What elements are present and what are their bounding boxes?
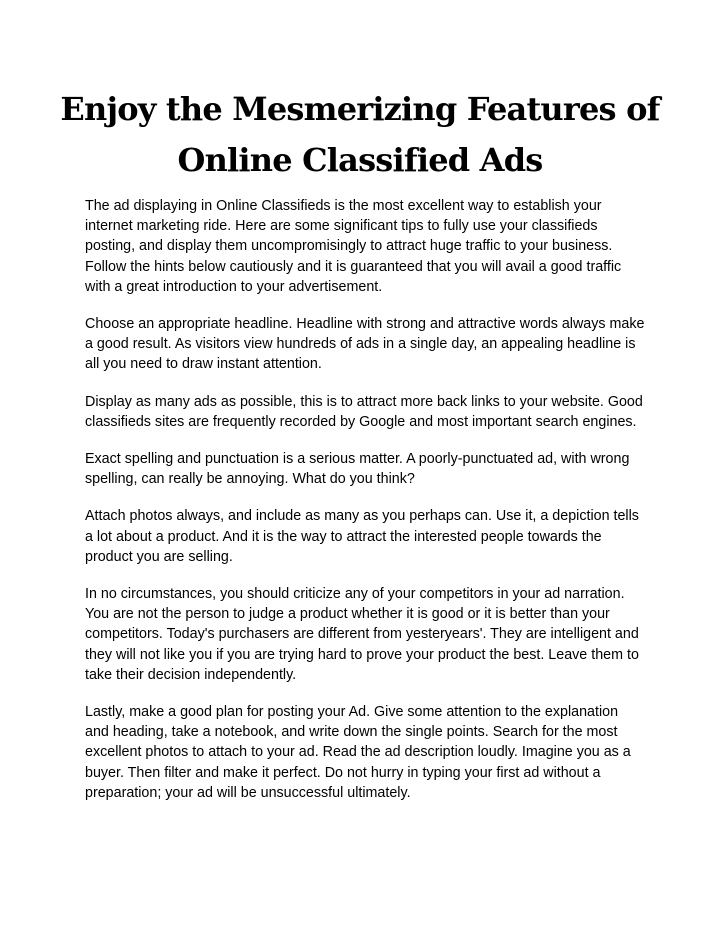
paragraph-photos-tip: Attach photos always, and include as many as you perhaps can. Use it, a depiction tells a lot about a product. And it is the way to attract the interested people towards the product you are selling. — [85, 508, 639, 565]
paragraph-headline-tip: Choose an appropriate headline. Headline with strong and attractive words always make a good result. As visitors view hundreds of ads in a single day, an appealing headline is all you need to draw instant attention. — [85, 316, 645, 373]
paragraph-planning-tip: Lastly, make a good plan for posting your Ad. Give some attention to the explanation and heading, take a notebook, and write down the single points. Search for the most excellent photos to attach to your ad. Read the ad description loudly. Imagine you as a buyer. Then filter and make it perfect. Do not hurry in typing your first ad without a preparation; your ad will be unsuccessful ultimately. — [85, 704, 631, 801]
paragraph-intro: The ad displaying in Online Classifieds is the most excellent way to establish your internet marketing ride. Here are some significant tips to fully use your classifieds posting, and display them uncompromisingly to attract huge traffic to your business. Follow the hints below cautiously and it is guaranteed that you will avail a good traffic with a great introduction to your advertisement. — [85, 198, 622, 295]
paragraph-many-ads-tip: Display as many ads as possible, this is to attract more back links to your website. Good classifieds sites are frequently recorded by Google and most important search engines. — [85, 393, 643, 430]
document-body — [85, 196, 645, 820]
paragraph-competitors-tip: In no circumstances, you should criticize any of your competitors in your ad narration. You are not the person to judge a product whether it is good or it is better than your competitors. Today's purchasers are different from yesteryears'. They are intelligent and they will not like you if you are trying hard to prove your product the best. Leave them to take their decision independently. — [85, 586, 639, 683]
paragraph-spelling-tip: Exact spelling and punctuation is a serious matter. A poorly-punctuated ad, with wrong spelling, can really be annoying. What do you think? — [85, 451, 630, 488]
page-title: Enjoy the Mesmerizing Features of Online Classified Ads — [60, 90, 660, 179]
